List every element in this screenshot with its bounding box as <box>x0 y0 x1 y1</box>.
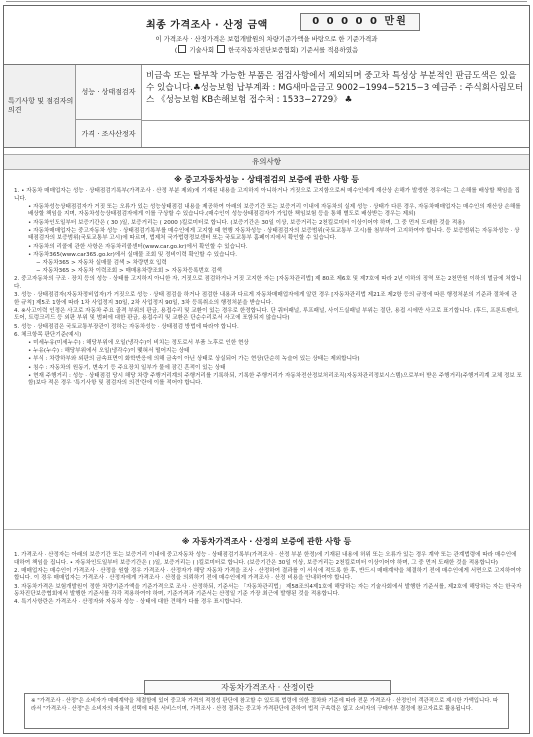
notice-item: • 자동차의 리콜에 관한 사항은 자동차리콜센터(www.car.go.kr)에서 확인할 수 있습니다. <box>28 243 248 250</box>
inspector-label: 성능 · 상태점검자 <box>76 65 142 120</box>
notice-item: • 침수 : 자동차의 원동기, 변속기 등 주요장치 일부가 물에 잠긴 흔적이 있는 상태 <box>28 364 226 371</box>
notice-item: 3. 자동차가격은 보험개발원이 정한 차량기준가액을 기준가격으로 조사 · 산정하되, 기준서는 「자동차관리법」 제58조의4제1호에 해당하는 자는 기술사회에서 발행한 기준서를, 제2호에 해당하는 자는 한국자동차진단보증협회에서 발행한 기준서를 각각 적용하여야 하며, 기준가격과 기준서는 산정일 기준 가장 최근에 발행된 것을 적용합니다. <box>14 583 522 598</box>
notice-title: 유의사항 <box>4 154 529 170</box>
notice-item: • 자동차365(www.car365.go.kr)에서 실매물 조회 및 정비이력 확인할 수 있습니다. <box>28 251 238 258</box>
notice-item: • 미세누유(미세누수) : 해당부위에 오일(냉각수)이 비치는 정도로서 부품 노후로 인한 현상 <box>28 340 249 346</box>
notice-item: • 자동차매매업자는 중고자동차 성능 · 상태점검기록부를 매수인에게 고지할 때 현행 자동차성능 · 상태점검자의 보증범위(국토교통부 고시)를 첨부하여 고지하여야 합니다. 등 보증범위는 자동차성능 · 상태점검자의 보증범위(국토교통부 고시)에 따르며, 법제처 국가법령정보센터 또는 국토교통부 홈페이지에서 확인할 수 있습니다. <box>28 227 520 242</box>
section2-title: ※ 자동차가격조사 · 산정의 보증에 관한 사항 등 <box>181 537 352 546</box>
notice-item: • 누유(누수) : 해당부위에서 오일(냉각수)이 맺혀서 떨어지는 상태 <box>28 348 190 355</box>
estimate-note: 이 가격조사 · 산정가격은 보험개발원의 차량기준가액을 바탕으로 한 기준가격과 <box>155 35 378 43</box>
inspector-opinion: 비금속 또는 탈부착 가능한 부품은 점검사항에서 제외되며 중고차 특성상 부분적인 판금도색은 있을 수 있습니다.♣성능보험 납부계좌 : MG새마을금고 9002−1994−5215−3 예금주 : 주식회사림모터스 《성능보험 KB손해보험 접수처 : 1533−2729》 ♣ <box>146 71 524 105</box>
price-estimate-section <box>4 10 529 62</box>
appraisal-definition-title: 자동차가격조사 · 산정이란 <box>144 680 391 695</box>
section-divider <box>4 529 529 530</box>
notice-item: 4. 특기사항란은 가격조사 · 산정자와 자동차 성능 · 상태에 대한 견해가 다를 경우 표시합니다. <box>14 599 243 606</box>
special-notes-table <box>4 64 529 148</box>
notice-item: 2. 매매업자는 매수인이 가격조사 · 산정을 원할 경우 가격조사 · 산정자가 해당 자동차 가격을 조사 · 산정하여 결과를 이 서식에 적도록 한 후, 반드시 매매계약을 체결하기 전에 매수인에게 서면으로 고지하여야 합니다. 이 경우 매매업자는 가격조사 · 산정자에게 가격조사 · 산정을 의뢰하기 전에 매수인에게 가격조사 · 산정 비용을 안내하여야 합니다. <box>14 567 522 582</box>
section2-body <box>14 552 522 608</box>
inspection-form-sheet <box>3 5 530 734</box>
notice-item: 2. 중고자동차의 구조 · 장치 등의 성능 · 상태를 고지하지 아니한 자, 거짓으로 점검하거나 거짓 고지한 자는 [자동차관리법] 제 80조 제6호 및 제7호에 따라 2년 이하의 징역 또는 2천만원 이하의 벌금에 처합니다. <box>14 276 522 290</box>
checkbox-diagnosis-association[interactable] <box>217 45 225 53</box>
estimate-amount-value: 0 0 0 0 0 <box>312 16 379 27</box>
notice-item: • 부식 : 차량하부와 외판의 금속표면이 화학반응에 의해 금속이 아닌 상태로 상실되어 가는 현상(단순히 녹슬어 있는 상태는 제외합니다) <box>28 356 360 363</box>
row-divider <box>142 120 529 121</box>
notice-item: − 자동차365 > 자동차 실매물 검색 > 차량번호 입력 <box>36 259 167 266</box>
notice-item: 3. 성능 · 상태점검자(자동차정비업자)가 거짓으로 성능 · 상태 점검을 하거나 점검한 내용과 다르게 자동차매매업자에게 알린 경우 [자동차관리법 제21조 제2항 등의 규정에 따른 행정처분의 기준과 절차에 관한 규칙] 제5조 1항에 따라 1차 사업정지 30일, 2차 사업정지 90일, 3차 등록취소의 행정처분을 받습니다. <box>14 292 517 306</box>
special-notes-label: 특기사항 및 점검자의 의견 <box>4 65 76 147</box>
notice-item: 1. 가격조사 · 산정자는 아래의 보증기간 또는 보증거리 이내에 중고자동차 성능 · 상태점검기록부(가격조사 · 산정 부분 한정)에 기재된 내용에 허위 또는 오류가 있는 경우 계약 또는 관계법령에 따라 매수인에 대하여 책임을 집니다. • 자동차인도일부터 보증기간은 ( )일, 보증거리는 ( )킬로미터로 합니다. (보증기간은 30일 이상, 보증거리는 2천킬로미터 이상이어야 하며, 그 중 먼저 도래한 것을 적용합니다) <box>14 552 517 566</box>
estimate-amount-unit: 만원 <box>384 16 408 27</box>
section1-title: ※ 중고자동차성능 · 상태점검의 보증에 관한 사항 등 <box>174 175 359 184</box>
appraiser-label: 가격 · 조사산정자 <box>76 120 142 147</box>
notice-item: − 자동차365 > 자동차 이력조회 > 매매용차량조회 > 자동차등록번호 검색 <box>36 268 222 275</box>
option-technical-society: 기술사회 <box>189 46 215 54</box>
estimate-title: 최종 가격조사 · 산정 금액 <box>146 20 268 31</box>
notice-item: • 자동차인도일부터 보증기간은 ( 30 )일, 보증거리는 ( 2000 )킬로미터로 합니다. (보증기간은 30일 이상, 보증거리는 2천킬로미터 이상이어야 하며, 그 중 먼저 도래한 것을 적용) <box>28 219 465 226</box>
checkbox-technical-society[interactable] <box>178 45 186 53</box>
notice-item: 1. • 자동차 매매업자는 성능 · 상태점검기록부(가격조사 · 산정 부분 제외)에 기재된 내용을 고지하지 아니하거나 거짓으로 고지함으로써 매수인에게 재산상 손해가 발생한 경우에는 그 손해를 배상할 책임을 집니다. <box>14 188 520 202</box>
estimate-amount <box>300 13 420 31</box>
notice-item: • 현재 주행거리 : 성능 · 상태점검 당시 해당 차량 주행거리계의 주행거리를 기록하되, 기록한 주행거리가 자동차전산정보처리조직(자동차관리정보시스템)으로부터 받은 주행거리(주행거리계 교체 정보 포함)보다 적은 경우 '특기사항 및 점검자의 의견'란에 이를 적어야 합니다. <box>28 372 522 387</box>
estimate-standard-line: ( 기술사회 한국자동차진단보증협회) 기준서를 적용하였음 <box>174 46 359 54</box>
section1-body <box>14 188 522 389</box>
notice-item: 5. 성능 · 상태점검은 국토교통부장관이 정하는 자동차성능 · 상태점검 방법에 따라야 합니다. <box>14 323 239 330</box>
notice-item: 6. 체크항목 판단기준(예시) <box>14 331 82 338</box>
notice-item: • 자동차성능상태점검자가 거짓 또는 오류가 있는 성능상태점검 내용을 제공하여 아래의 보증기간 또는 보증거리 이내에 자동차의 실제 성능 · 상태가 다른 경우, 자동차매매업자는 매수인의 재산상 손해를 배상할 책임을 지며, 자동차성능상태점검자에게 이를 구상할 수 있습니다.(매수인이 성능상태점검자가 가입한 책임보험 등을 통해 별도로 배상받는 경우는 제외) <box>28 203 521 218</box>
option-diagnosis-association: 한국자동차진단보증협회 <box>228 46 297 54</box>
appraisal-definition-text: ※ "가격조사 · 산정"은 소비자가 매매계약을 체결함에 있어 중고차 가격의 적정성 판단에 참고할 수 있도록 법령에 의한 절차와 기준에 따라 전문 가격조사 · 산정인이 객관적으로 제시한 가액입니다. 따라서 "가격조사 · 산정"은 소비자의 자율적 선택에 따른 서비스이며, 가격조사 · 산정 결과는 중고차 가격판단에 관하여 법적 구속력은 없고 소비자의 구매여부 결정에 참고자료로 활용됩니다. <box>24 693 509 729</box>
estimate-standard-text: 기준서를 적용하였음 <box>300 46 359 54</box>
notice-item: 4. ※사고이력 인정은 사고로 자동차 주요 골격 부위의 판금, 용접수리 및 교환이 있는 경우로 한정합니다. 단 쿼터패널, 루프패널, 사이드실패널 부위는 절단, 용접 시에만 사고로 표기합니다. (후드, 프론트펜더, 도어, 트렁크리드 등 외판 부위 및 범퍼에 대한 판금, 용접수리 및 교환은 단순수리로서 사고에 포함되지 않습니다) <box>14 307 519 322</box>
